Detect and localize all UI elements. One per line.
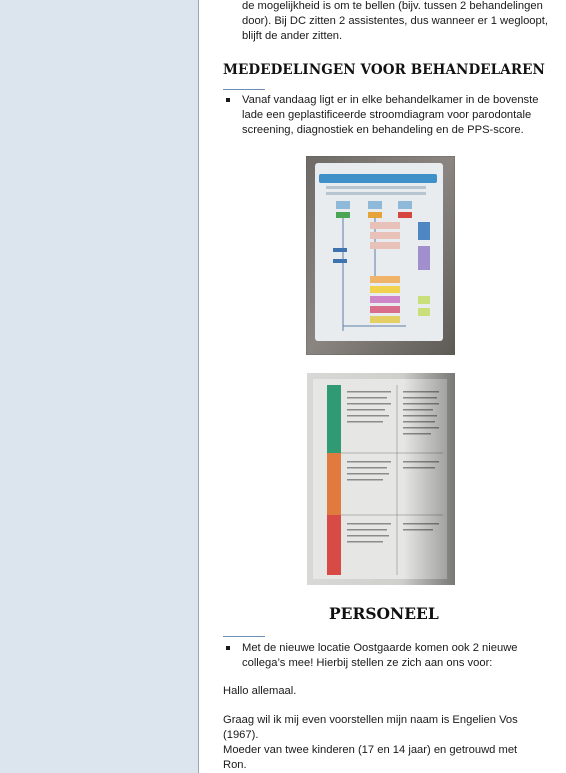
bullet-line-2: lade een geplastificeerde stroomdiagram voor parodontale <box>242 109 532 121</box>
section-heading-personeel: PERSONEEL <box>329 604 439 623</box>
left-sidebar-panel <box>0 0 198 773</box>
intro-line-3: blijft de ander zitten. <box>242 30 343 42</box>
intro-paragraph-line-4: Ron. <box>223 759 247 771</box>
greeting: Hallo allemaal. <box>223 685 297 697</box>
flowchart-photo <box>306 156 455 355</box>
intro-paragraph-line-3: Moeder van twee kinderen (17 en 14 jaar) en getrouwd met <box>223 744 518 756</box>
bullet-marker <box>226 98 230 102</box>
pps-score-sheet-photo <box>307 373 455 585</box>
bullet-line-3: screening, diagnostiek en behandeling en de PPS-score. <box>242 124 524 136</box>
intro-line-2: door). Bij DC zitten 2 assistentes, dus wanneer er 1 wegloopt, <box>242 15 548 27</box>
bullet-line-1: Vanaf vandaag ligt er in elke behandelkamer in de bovenste <box>242 94 539 106</box>
intro-paragraph-line-1: Graag wil ik mij even voorstellen mijn naam is Engelien Vos <box>223 714 518 726</box>
personeel-bullet-line-2: collega’s mee! Hierbij stellen ze zich aan ons voor: <box>242 657 493 669</box>
bullet-marker-2 <box>226 646 230 650</box>
intro-paragraph-line-2: (1967). <box>223 729 259 741</box>
personeel-bullet-line-1: Met de nieuwe locatie Oostgaarde komen ook 2 nieuwe <box>242 642 518 654</box>
heading-underline-2 <box>223 636 265 637</box>
heading-underline <box>223 89 265 90</box>
intro-line-1: de mogelijkheid is om te bellen (bijv. tussen 2 behandelingen <box>242 0 543 12</box>
section-heading-mededelingen: MEDEDELINGEN VOOR BEHANDELAREN <box>223 62 545 78</box>
newsletter-content <box>199 0 566 773</box>
